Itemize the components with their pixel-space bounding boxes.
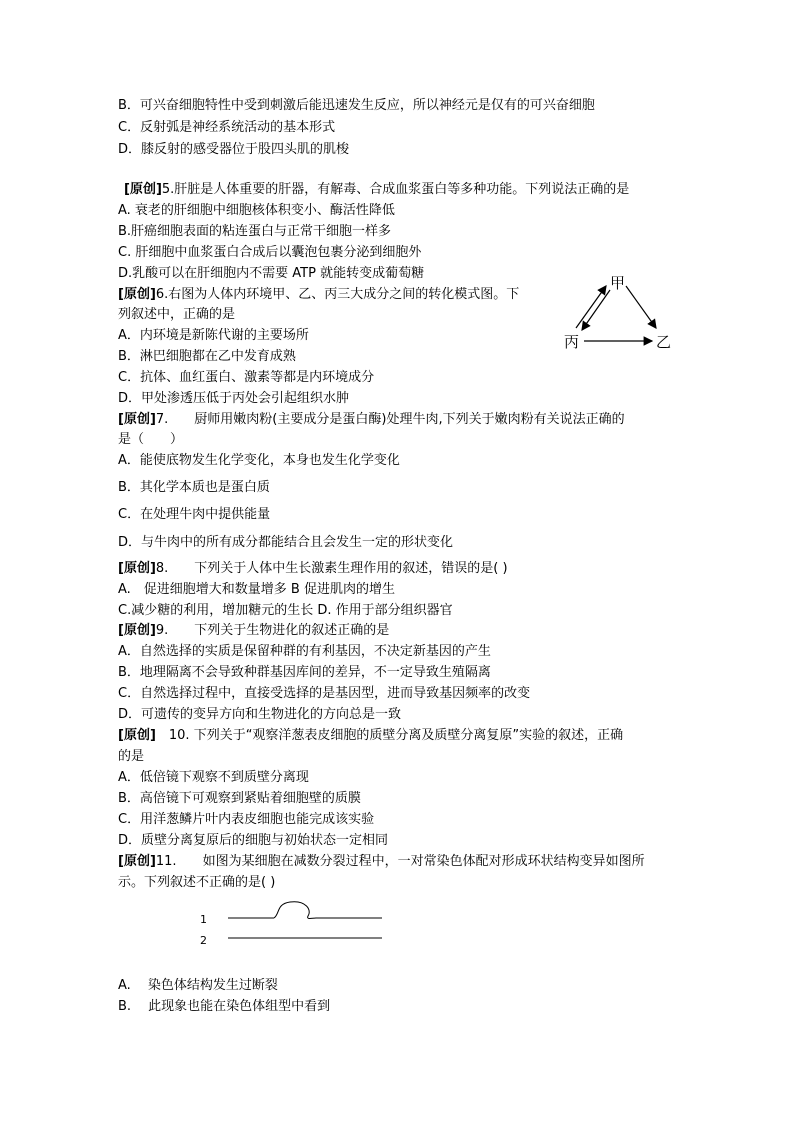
q7-stem-line2: 是（ ） [118, 432, 184, 447]
arrow-bing-to-jia [576, 286, 606, 328]
q6-tag: [原创] [118, 287, 156, 302]
q7-option-c: C．在处理牛肉中提供能量 [118, 507, 271, 522]
q11-stem-line2: 示。下列叙述不正确的是( ) [118, 875, 276, 890]
q9-option-b: B．地理隔离不会导致种群基因库间的差异，不一定导致生殖隔离 [118, 665, 491, 680]
q5-option-c: C. 肝细胞中血浆蛋白合成后以囊泡包裹分泌到细胞外 [118, 245, 422, 260]
q6-stem-line1 [118, 286, 519, 304]
q9-option-a: A．自然选择的实质是保留种群的有利基因，不决定新基因的产生 [118, 644, 491, 659]
q5-option-d: D.乳酸可以在肝细胞内不需要 ATP 就能转变成葡萄糖 [118, 266, 425, 281]
diagram-node-bing: 丙 [564, 333, 580, 351]
q5-option-a: A. 衰老的肝细胞中细胞核体积变小、酶活性降低 [118, 203, 395, 218]
q10-option-d: D．质壁分离复原后的细胞与初始状态一定相同 [118, 833, 389, 848]
q5-option-b: B.肝癌细胞表面的粘连蛋白与正常干细胞一样多 [118, 224, 392, 239]
q6-option-b: B．淋巴细胞都在乙中发育成熟 [118, 349, 296, 364]
q9-option-c: C．自然选择过程中，直接受选择的是基因型，进而导致基因频率的改变 [118, 686, 531, 701]
q8-options-ab: A. 促进细胞增大和数量增多 B 促进肌肉的增生 [118, 582, 395, 597]
q11-stem-text: 11. 如图为某细胞在减数分裂过程中，一对常染色体配对形成环状结构变异如图所 [155, 854, 645, 869]
chromosome-label-1: 1 [200, 913, 207, 926]
q10-tag: [原创] [118, 728, 156, 743]
q11-stem-line1 [118, 853, 645, 871]
q9-option-d: D．可遗传的变异方向和生物进化的方向总是一致 [118, 707, 402, 722]
arrow-jia-to-yi [626, 286, 656, 328]
diagram-node-jia: 甲 [610, 274, 626, 292]
q9-stem-text: 9. 下列关于生物进化的叙述正确的是 [155, 623, 390, 638]
chromosome-1-loop [274, 902, 316, 919]
q6-triangle-diagram [560, 268, 690, 358]
q6-option-c: C．抗体、血红蛋白、激素等都是内环境成分 [118, 370, 375, 385]
q11-tag: [原创] [118, 854, 156, 869]
q5-stem [124, 181, 629, 199]
q10-option-b: B．高倍镜下可观察到紧贴着细胞壁的质膜 [118, 791, 361, 806]
chromosome-label-2: 2 [200, 934, 207, 947]
q7-option-a: A．能使底物发生化学变化，本身也发生化学变化 [118, 453, 400, 468]
q6-stem-text: 6.右图为人体内环境甲、乙、丙三大成分之间的转化模式图。下 [155, 287, 520, 302]
arrow-jia-to-bing [582, 290, 610, 330]
q8-tag: [原创] [118, 561, 156, 576]
q11-option-b: B. 此现象也能在染色体组型中看到 [118, 999, 331, 1014]
q7-option-b: B．其化学本质也是蛋白质 [118, 480, 270, 495]
q7-option-d: D．与牛肉中的所有成分都能结合且会发生一定的形状变化 [118, 535, 454, 550]
q6-stem-line2: 列叙述中，正确的是 [118, 307, 236, 322]
q5-stem-text: 5.肝脏是人体重要的肝器，有解毒、合成血浆蛋白等多种功能。下列说法正确的是 [161, 182, 630, 197]
q6-option-d: D．甲处渗透压低于丙处会引起组织水肿 [118, 391, 350, 406]
q4-option-b: B．可兴奋细胞特性中受到刺激后能迅速发生反应，所以神经元是仅有的可兴奋细胞 [118, 98, 595, 113]
q7-stem-text: 7. 厨师用嫩肉粉(主要成分是蛋白酶)处理牛肉,下列关于嫩肉粉有关说法正确的 [155, 412, 625, 427]
q6-option-a: A．内环境是新陈代谢的主要场所 [118, 328, 309, 343]
diagram-node-yi: 乙 [656, 333, 672, 351]
q8-stem [118, 560, 508, 578]
q5-tag: [原创] [124, 182, 162, 197]
q8-stem-text: 8. 下列关于人体中生长激素生理作用的叙述，错误的是( ) [155, 561, 508, 576]
q10-option-a: A．低倍镜下观察不到质壁分离现 [118, 770, 309, 785]
q7-stem-line1 [118, 411, 625, 429]
q10-option-c: C．用洋葱鳞片叶内表皮细胞也能完成该实验 [118, 812, 375, 827]
q4-option-c: C．反射弧是神经系统活动的基本形式 [118, 120, 336, 135]
q10-stem-text: 10. 下列关于“观察洋葱表皮细胞的质壁分离及质壁分离复原”实验的叙述，正确 [155, 728, 624, 743]
q9-stem [118, 622, 389, 640]
q7-tag: [原创] [118, 412, 156, 427]
q11-chromosome-diagram [196, 896, 396, 950]
q11-option-a: A. 染色体结构发生过断裂 [118, 978, 278, 993]
q10-stem-line1 [118, 727, 623, 745]
q9-tag: [原创] [118, 623, 156, 638]
q10-stem-line2: 的是 [118, 749, 145, 764]
q4-option-d: D．膝反射的感受器位于股四头肌的肌梭 [118, 142, 350, 157]
q8-options-cd: C.减少糖的利用，增加糖元的生长 D. 作用于部分组织器官 [118, 603, 453, 618]
